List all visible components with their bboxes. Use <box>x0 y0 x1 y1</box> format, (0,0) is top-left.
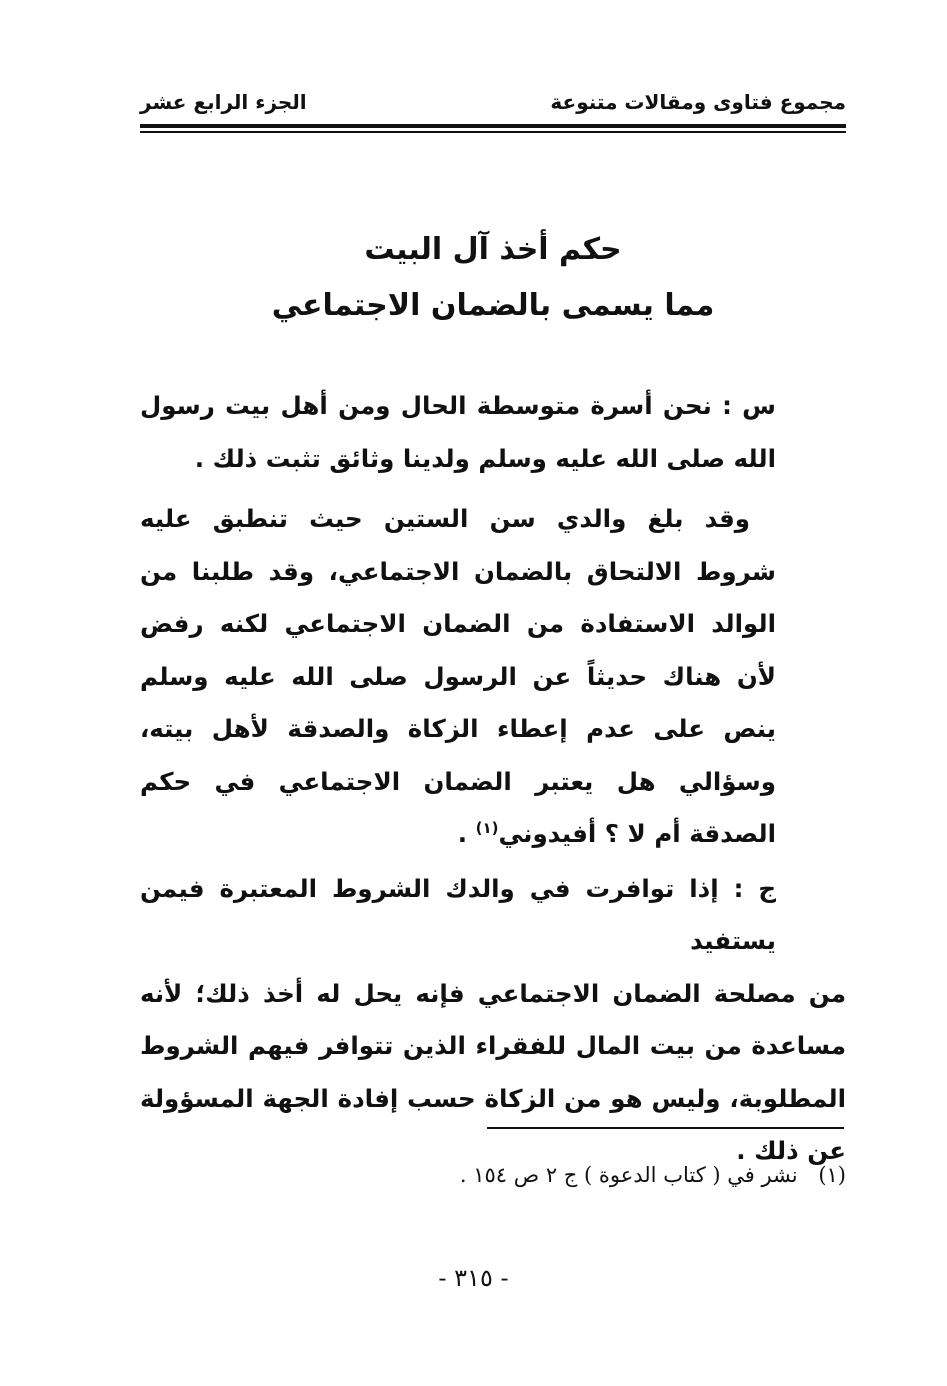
footnote-text: نشر في ( كتاب الدعوة ) ج ٢ ص ١٥٤ . <box>459 1163 798 1187</box>
article-body <box>140 380 846 1178</box>
question-paragraph-1: س : نحن أسرة متوسطة الحال ومن أهل بيت رسول الله صلى الله عليه وسلم ولدينا وثائق تثبت ذلك . <box>140 391 776 473</box>
footnote-number: (١) <box>818 1163 846 1187</box>
footnote-separator <box>487 1127 844 1129</box>
title-line-1: حكم أخذ آل البيت <box>364 232 622 267</box>
title-line-2: مما يسمى بالضمان الاجتماعي <box>271 288 715 323</box>
page-number: - ٣١٥ - <box>438 1264 509 1292</box>
question-paragraph-2-text: وقد بلغ والدي سن الستين حيث تنطبق عليه شروط الالتحاق بالضمان الاجتماعي، وقد طلبنا من الوالد الاستفادة من الضمان الاجتماعي لكنه رفض لأن هناك حديثاً عن الرسول صلى الله عليه وسلم ينص على عدم إعطاء الزكاة والصدقة لأهل بيته، وسؤالي هل يعتبر الضمان الاجتماعي في حكم الصدقة أم لا ؟ أفيدوني <box>140 504 776 848</box>
header-rule-thin <box>140 131 846 133</box>
footnote-reference: (١) <box>475 818 499 837</box>
question-paragraph-2-end: . <box>457 819 476 848</box>
header-rule-thick <box>140 124 846 128</box>
answer-lead: ج : إذا توافرت في والدك الشروط المعتبرة فيمن يستفيد <box>140 873 776 955</box>
article-title <box>140 222 846 334</box>
header-volume: الجزء الرابع عشر <box>140 90 307 114</box>
running-header <box>140 88 846 128</box>
footnote <box>300 1163 846 1187</box>
answer-body: من مصلحة الضمان الاجتماعي فإنه يحل له أخذ ذلك؛ لأنه مساعدة من بيت المال للفقراء الذين تتوافر فيهم الشروط المطلوبة، وليس هو من الزكاة حسب إفادة الجهة المسؤولة عن ذلك . <box>140 978 846 1165</box>
header-book-title: مجموع فتاوى ومقالات متنوعة <box>550 90 846 114</box>
question-paragraph-2 <box>140 493 776 861</box>
